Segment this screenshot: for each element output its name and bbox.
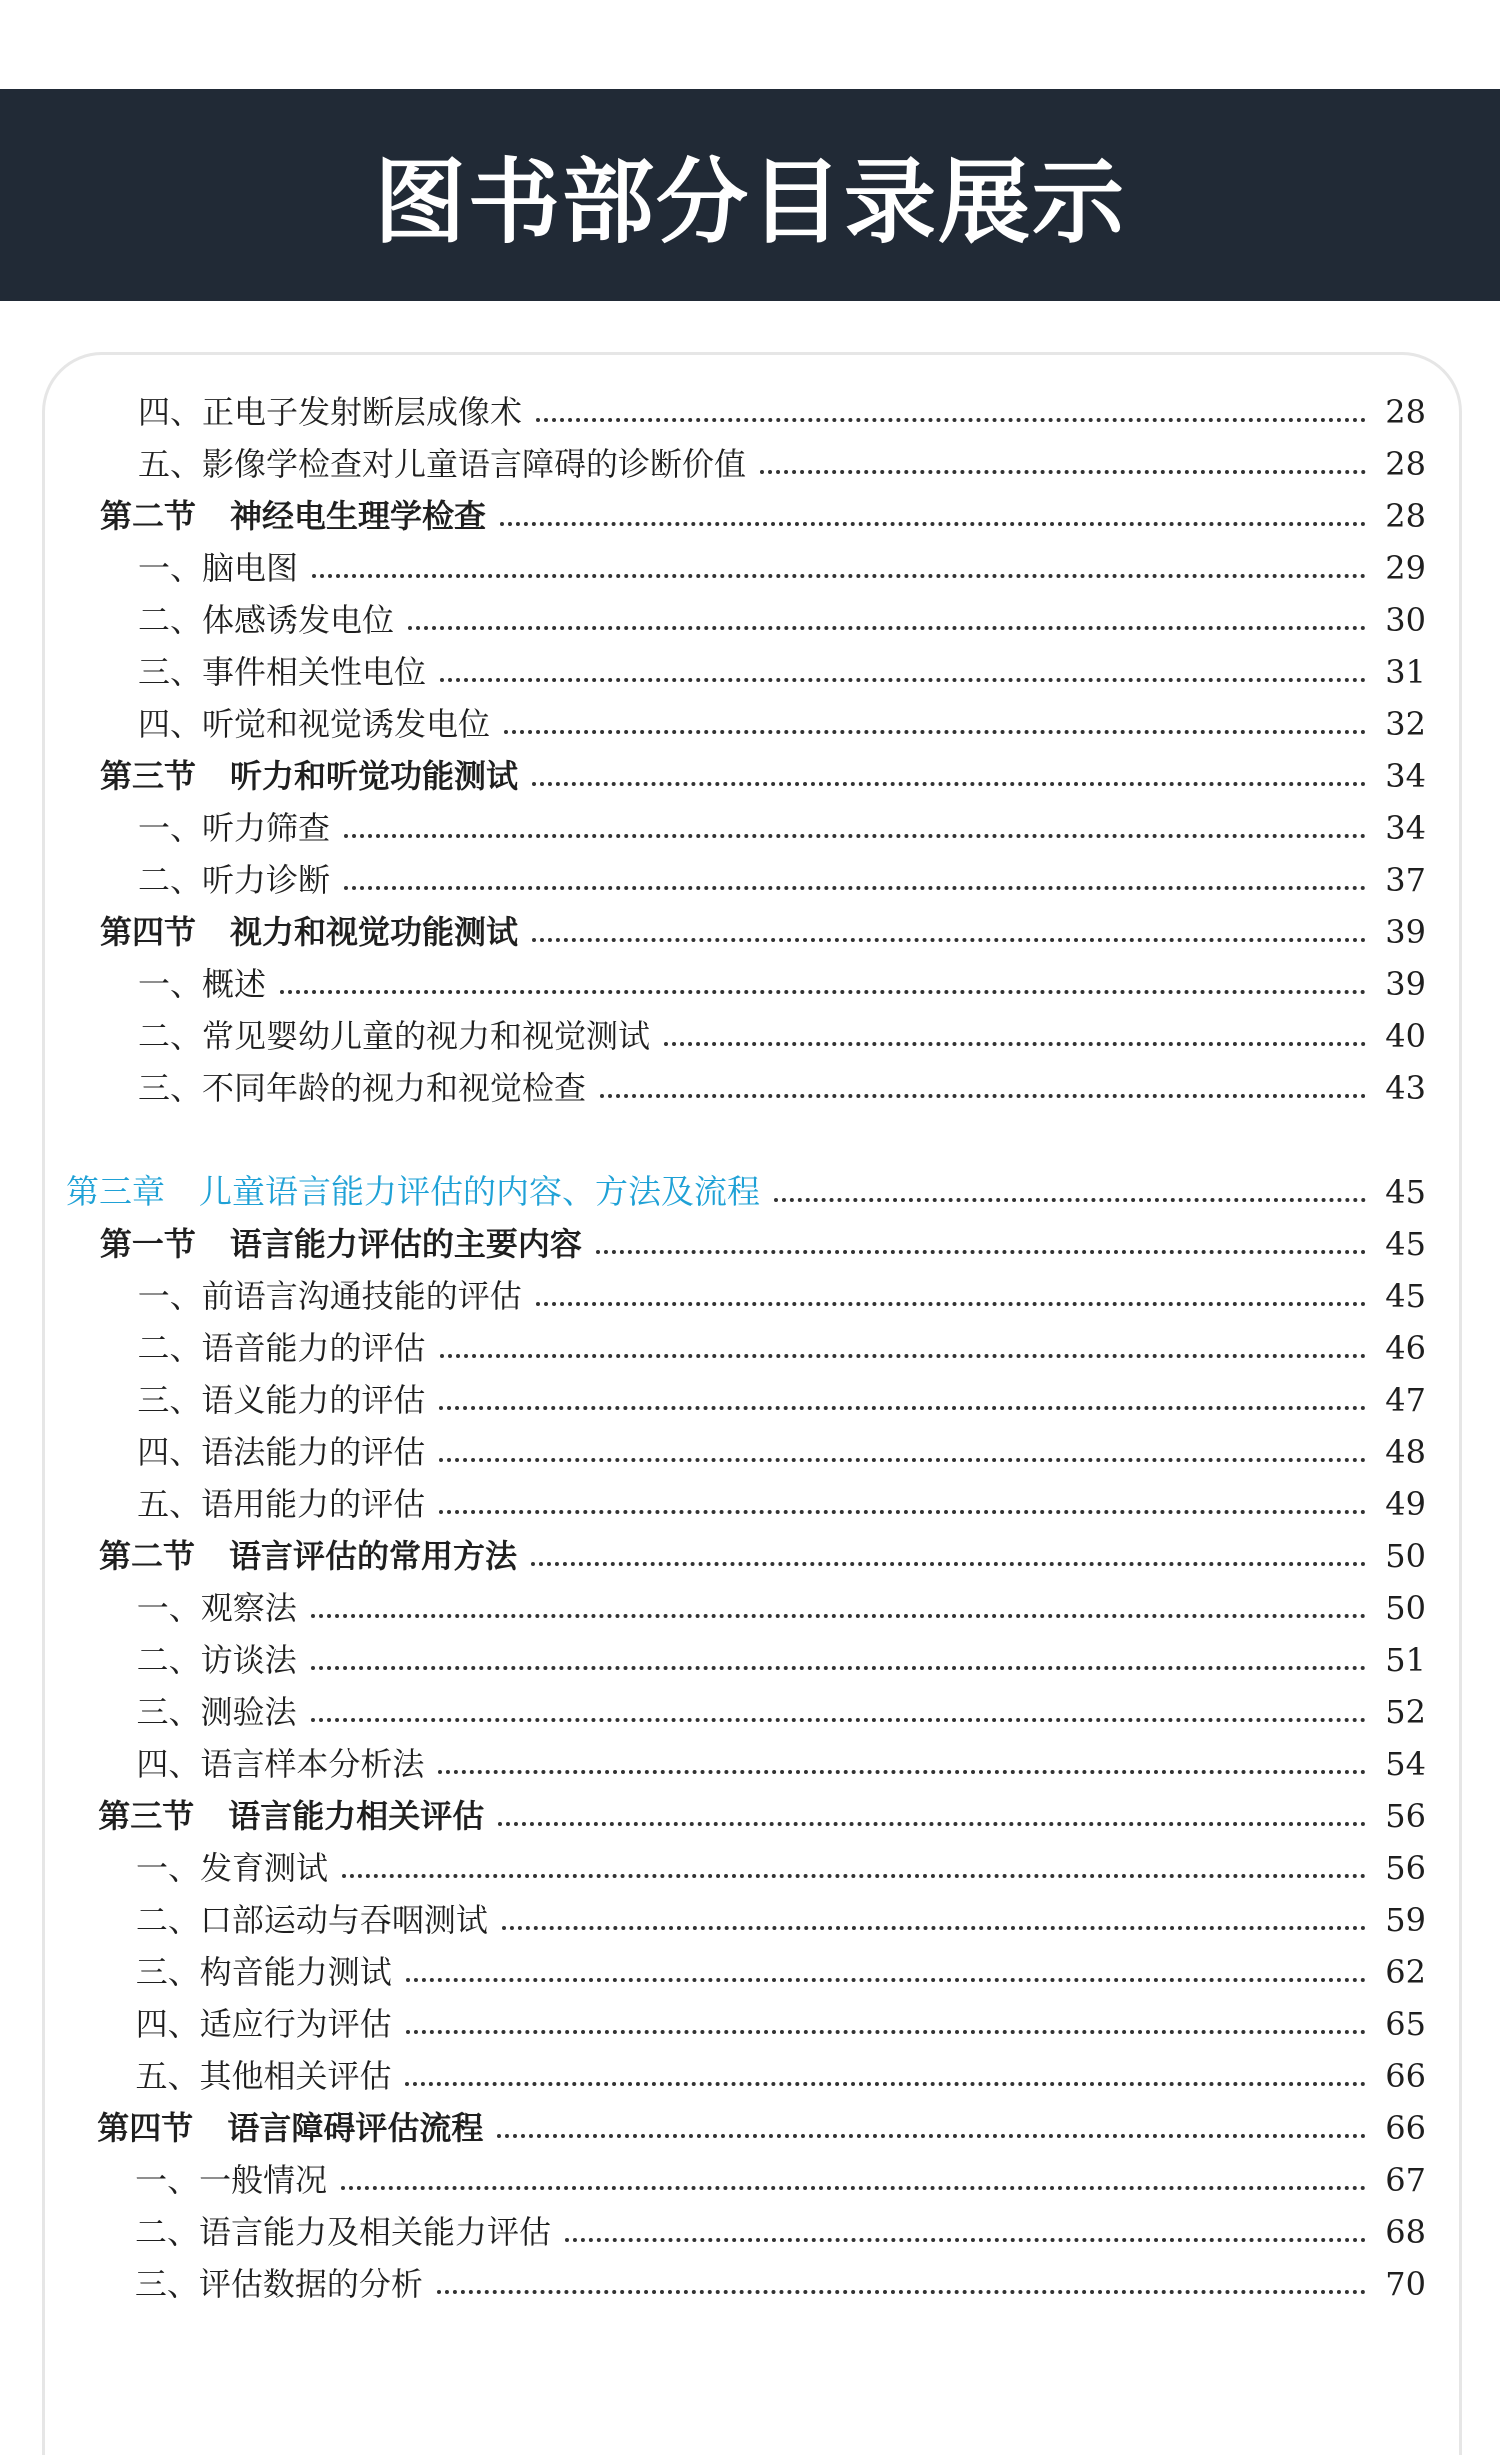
toc-section	[100, 484, 1426, 536]
toc-page-number: 40	[1385, 1017, 1426, 1055]
leader-dots	[497, 2134, 1366, 2138]
toc-page-number: 65	[1385, 2005, 1426, 2043]
toc-label: 四、语言样本分析法	[136, 1745, 425, 1783]
leader-dots	[406, 2030, 1366, 2034]
toc-label: 四、适应行为评估	[135, 2005, 392, 2043]
toc-label: 视力和视觉功能测试	[230, 913, 519, 951]
leader-dots	[439, 1510, 1366, 1514]
toc-label: 一、听力筛查	[138, 809, 331, 847]
toc-item	[137, 1472, 1426, 1524]
leader-dots	[439, 1406, 1366, 1410]
toc-page-number: 45	[1385, 1277, 1426, 1315]
toc-page-number: 28	[1385, 497, 1426, 535]
toc-page-number: 70	[1385, 2265, 1426, 2303]
toc-number: 第三节	[98, 1797, 195, 1835]
toc-page-number: 43	[1385, 1069, 1426, 1107]
toc-section	[100, 1212, 1426, 1264]
toc-item	[137, 1420, 1426, 1472]
toc-page-number: 32	[1385, 705, 1426, 743]
toc-item	[136, 1940, 1426, 1992]
leader-dots	[536, 418, 1366, 422]
leader-dots	[774, 1198, 1366, 1202]
toc-page-number: 30	[1385, 601, 1426, 639]
toc-page-number: 49	[1385, 1485, 1426, 1523]
leader-dots	[408, 626, 1366, 630]
toc-section	[98, 1784, 1426, 1836]
toc-section	[99, 1524, 1426, 1576]
toc-label: 儿童语言能力评估的内容、方法及流程	[199, 1172, 760, 1211]
toc-item	[138, 848, 1426, 900]
leader-dots	[500, 522, 1366, 526]
leader-dots	[405, 2082, 1366, 2086]
toc-label: 三、评估数据的分析	[134, 2265, 423, 2303]
toc-page-number: 68	[1385, 2213, 1426, 2251]
leader-dots	[344, 834, 1366, 838]
toc-item	[138, 1316, 1426, 1368]
leader-dots	[438, 1770, 1366, 1774]
toc-page-number: 34	[1385, 809, 1426, 847]
toc-page-number: 66	[1385, 2057, 1426, 2095]
toc-number: 第三章	[66, 1172, 165, 1211]
toc-item	[137, 1368, 1426, 1420]
toc-page-number: 56	[1385, 1849, 1426, 1887]
toc-page-number: 66	[1385, 2109, 1426, 2147]
toc-label: 听力和听觉功能测试	[230, 757, 519, 795]
toc-item	[138, 588, 1426, 640]
leader-dots	[344, 886, 1366, 890]
toc-page-number: 50	[1385, 1537, 1426, 1575]
toc-label: 三、构音能力测试	[135, 1953, 392, 1991]
toc-item	[138, 1004, 1426, 1056]
toc-item	[135, 2200, 1426, 2252]
leader-dots	[280, 990, 1366, 994]
leader-dots	[311, 1666, 1366, 1670]
toc-label: 五、影像学检查对儿童语言障碍的诊断价值	[138, 445, 747, 483]
toc-label: 二、体感诱发电位	[138, 601, 395, 639]
toc-section	[100, 744, 1426, 796]
toc-number: 第三节	[100, 757, 197, 795]
toc-chapter	[66, 1160, 1426, 1212]
toc-item	[138, 952, 1426, 1004]
toc-label: 五、其他相关评估	[135, 2057, 392, 2095]
toc-item	[138, 640, 1426, 692]
leader-dots	[664, 1042, 1366, 1046]
toc-item	[136, 1992, 1426, 2044]
toc-item	[136, 1888, 1426, 1940]
leader-dots	[531, 1562, 1366, 1566]
toc-page-number: 31	[1385, 653, 1426, 691]
toc-page-number: 62	[1385, 1953, 1426, 1991]
toc-page-number: 28	[1385, 393, 1426, 431]
toc-page-number: 52	[1385, 1693, 1426, 1731]
toc-label: 一、概述	[138, 965, 267, 1003]
toc-label: 语言能力相关评估	[228, 1797, 485, 1835]
toc-page-number: 37	[1385, 861, 1426, 899]
toc-label: 一、观察法	[136, 1589, 297, 1627]
toc-label: 二、听力诊断	[138, 861, 331, 899]
leader-dots	[311, 1614, 1366, 1618]
toc-page-number: 39	[1385, 913, 1426, 951]
toc-page-number: 34	[1385, 757, 1426, 795]
leader-dots	[440, 678, 1366, 682]
toc-page-number: 45	[1385, 1225, 1426, 1263]
toc-label: 三、事件相关性电位	[138, 653, 427, 691]
toc-label: 五、语用能力的评估	[137, 1485, 426, 1523]
toc-item	[136, 1836, 1426, 1888]
toc-page-number: 28	[1385, 445, 1426, 483]
toc-page-number: 39	[1385, 965, 1426, 1003]
toc-label: 四、听觉和视觉诱发电位	[138, 705, 491, 743]
toc-label: 三、不同年龄的视力和视觉检查	[138, 1069, 587, 1107]
toc-label: 四、语法能力的评估	[137, 1433, 426, 1471]
leader-dots	[439, 1458, 1366, 1462]
toc-page-number: 59	[1385, 1901, 1426, 1939]
leader-dots	[311, 1718, 1366, 1722]
toc-number: 第二节	[100, 497, 197, 535]
leader-dots	[600, 1094, 1366, 1098]
leader-dots	[341, 2186, 1366, 2190]
toc-page-number: 56	[1385, 1797, 1426, 1835]
page-title: 图书部分目录展示	[373, 149, 1126, 256]
toc-number: 第四节	[100, 913, 197, 951]
toc-label: 语言障碍评估流程	[227, 2109, 484, 2147]
toc-item	[138, 536, 1426, 588]
leader-dots	[565, 2238, 1366, 2242]
leader-dots	[437, 2290, 1366, 2294]
toc-label: 二、常见婴幼儿童的视力和视觉测试	[138, 1017, 651, 1055]
toc-label: 神经电生理学检查	[230, 497, 487, 535]
toc-page-number: 51	[1385, 1641, 1426, 1679]
toc-label: 四、正电子发射断层成像术	[138, 393, 523, 431]
toc-label: 三、测验法	[136, 1693, 297, 1731]
toc-label: 语言评估的常用方法	[228, 1537, 517, 1575]
toc-item	[138, 380, 1426, 432]
leader-dots	[504, 730, 1366, 734]
toc-page-number: 29	[1385, 549, 1426, 587]
toc-section	[97, 2096, 1426, 2148]
leader-dots	[440, 1354, 1366, 1358]
leader-dots	[312, 574, 1366, 578]
leader-dots	[532, 782, 1366, 786]
toc-label: 二、访谈法	[136, 1641, 297, 1679]
leader-dots	[532, 938, 1366, 942]
leader-dots	[760, 470, 1366, 474]
toc-item	[137, 1680, 1427, 1732]
toc-item	[138, 796, 1426, 848]
toc-label: 二、口部运动与吞咽测试	[135, 1901, 488, 1939]
toc-item	[138, 432, 1426, 484]
leader-dots	[342, 1874, 1366, 1878]
toc-label: 二、语音能力的评估	[137, 1329, 426, 1367]
toc-label: 语言能力评估的主要内容	[229, 1225, 582, 1263]
leader-dots	[498, 1822, 1366, 1826]
toc-item	[137, 1628, 1426, 1680]
toc-item	[136, 1732, 1426, 1784]
leader-dots	[596, 1250, 1366, 1254]
toc-label: 二、语言能力及相关能力评估	[135, 2213, 552, 2251]
toc-number: 第一节	[99, 1225, 196, 1263]
leader-dots	[406, 1978, 1366, 1982]
toc-item	[135, 2148, 1426, 2200]
toc-label: 一、发育测试	[136, 1849, 329, 1887]
toc-item	[137, 1576, 1426, 1628]
toc-label: 三、语义能力的评估	[137, 1381, 426, 1419]
toc-item	[138, 1264, 1426, 1316]
toc-page-number: 48	[1385, 1433, 1426, 1471]
leader-dots	[536, 1302, 1366, 1306]
toc-number: 第四节	[97, 2109, 194, 2147]
toc-item	[138, 1056, 1426, 1108]
toc-label: 一、一般情况	[135, 2161, 328, 2199]
toc-number: 第二节	[98, 1537, 195, 1575]
leader-dots	[502, 1926, 1366, 1930]
toc-page-number: 47	[1385, 1381, 1426, 1419]
toc-page-number: 50	[1385, 1589, 1426, 1627]
toc-page-number: 67	[1385, 2161, 1426, 2199]
toc-page-number: 46	[1385, 1329, 1426, 1367]
toc-page-number: 54	[1385, 1745, 1426, 1783]
toc-item	[135, 2044, 1426, 2096]
toc-label: 一、前语言沟通技能的评估	[137, 1277, 522, 1315]
toc-label: 一、脑电图	[138, 549, 299, 587]
toc-section	[100, 900, 1426, 952]
toc-item	[138, 692, 1426, 744]
toc-item	[135, 2252, 1426, 2304]
toc-page-number: 45	[1385, 1173, 1426, 1211]
